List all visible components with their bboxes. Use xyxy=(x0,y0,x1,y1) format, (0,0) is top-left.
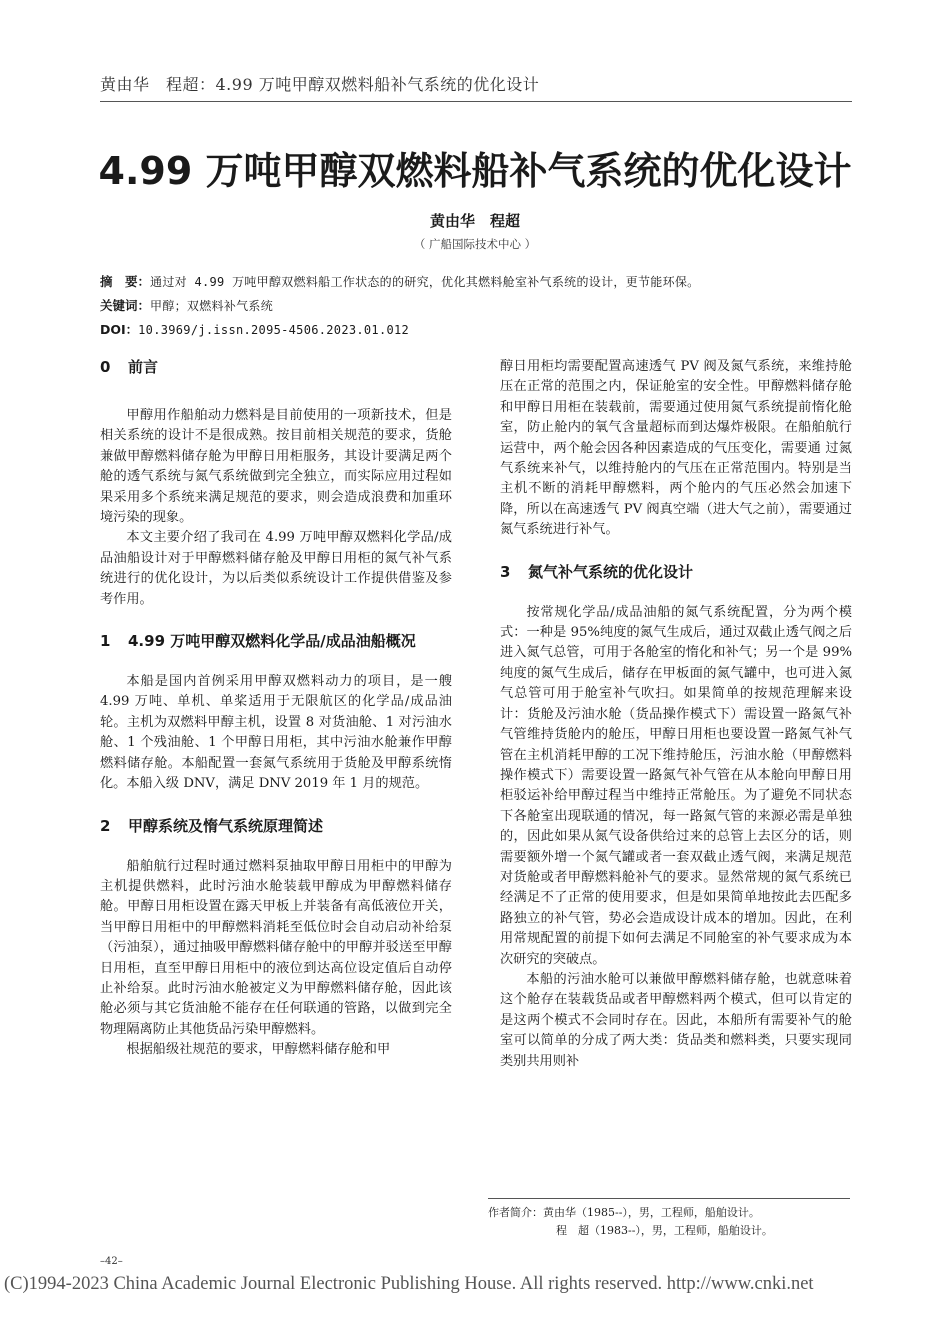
abstract xyxy=(100,272,860,290)
section-number: 3 xyxy=(500,562,511,581)
section-number: 1 xyxy=(100,632,111,651)
author-note-line: 作者简介：黄由华（1985--），男，工程师，船舶设计。 xyxy=(488,1206,760,1219)
authors: 黄由华 程超 xyxy=(429,212,520,230)
left-column xyxy=(100,356,452,1061)
affiliation: （ 广船国际技术中心 ） xyxy=(413,237,537,251)
page-number: –42– xyxy=(100,1256,123,1267)
author-note-line: 程 超（1983--），男，工程师，船舶设计。 xyxy=(556,1224,773,1237)
section-title: 4.99 万吨甲醇双燃料化学品/成品油船概况 xyxy=(128,632,416,651)
section-heading xyxy=(100,630,452,652)
copyright-footer: (C)1994-2023 China Academic Journal Electronic Publishing House. All rights reserved. http://www.cnki.net xyxy=(4,1274,814,1294)
section-heading xyxy=(500,561,852,583)
paragraph: 本船是国内首例采用甲醇双燃料动力的项目，是一艘 4.99 万吨、单机、单桨适用于无限航区的化学品/成品油轮。主机为双燃料甲醇主机，设置 8 对货油舱、1 对污油水舱、1 个残油舱、1 个甲醇日用柜，其中污油水舱兼作甲醇燃料储存舱。本船配置一套氮气系统用于货舱及甲醇系统惰化。本船入级 DNV，满足 DNV 2019 年 1 月的规范。 xyxy=(100,674,452,792)
paragraph: 甲醇用作船舶动力燃料是目前使用的一项新技术，但是相关系统的设计不是很成熟。按目前相关规范的要求，货舱兼做甲醇燃料储存舱为甲醇日用柜服务，其设计要满足两个舱的透气系统与氮气系统做到完全独立，而实际应用过程如果采用多个系统来满足规范的要求，则会造成浪费和加重环境污染的现象。 xyxy=(100,408,452,526)
paragraph: 按常规化学品/成品油船的氮气系统配置，分为两个模式：一种是 95%纯度的氮气生成后，通过双截止透气阀之后进入氮气总管，可用于各舱室的惰化和补气；另一个是 99%纯度的氮气生成后，储存在甲板面的氮气罐中，也可进入氮气总管可用于舱室补气吹扫。如果简单的按规范理解来设计：货舱及污油水舱（货品操作模式下）需设置一路氮气补气管维持货舱内的舱压，甲醇日用柜也要设置一路氮气补气管在主机消耗甲醇的工况下维持舱压，污油水舱（甲醇燃料操作模式下）需要设置一路氮气补气管在从本舱向甲醇日用柜驳运补给甲醇过程当中维持正常舱压。为了避免不同状态下各舱室出现联通的情况，每一路氮气管的来源必需是单独的，因此如果从氮气设备供给过来的总管上去区分的话，则需要额外增一个氮气罐或者一套双截止透气阀，来满足规范对货舱或者甲醇燃料舱补气的要求。显然常规的氮气系统已经满足不了正常的使用要求，但是如果简单地按此去匹配多路独立的补气管，势必会造成设计成本的增加。因此，在利用常规配置的前提下如何去满足不同舱室的补气要求成为本次研究的突破点。 xyxy=(500,604,852,967)
doi-label: DOI： xyxy=(100,322,139,337)
paragraph: 本文主要介绍了我司在 4.99 万吨甲醇双燃料化学品/成品油船设计对于甲醇燃料储存舱及甲醇日用柜的氮气补气系统进行的优化设计，为以后类似系统设计工作提供借鉴及参考作用。 xyxy=(100,530,452,607)
section-heading xyxy=(100,356,452,378)
keywords-text: 甲醇；双燃料补气系统 xyxy=(150,299,274,313)
running-head: 黄由华 程超：4.99 万吨甲醇双燃料船补气系统的优化设计 xyxy=(100,72,852,102)
section-title: 氮气补气系统的优化设计 xyxy=(528,562,694,581)
paragraph: 本船的污油水舱可以兼做甲醇燃料储存舱，也就意味着这个舱存在装载货品或者甲醇燃料两个模式，但可以肯定的是这两个模式不会同时存在。因此，本船所有需要补气的舱室可以简单的分成了两大类：货品类和燃料类，只要实现同类别共用则补 xyxy=(500,971,852,1069)
paragraph: 醇日用柜均需要配置高速透气 PV 阀及氮气系统，来维持舱压在正常的范围之内，保证舱室的安全性。甲醇燃料储存舱和甲醇日用柜在装载前，需要通过使用氮气系统提前惰化舱室，防止舱内的氧气含量超标而到达爆炸极限。在船舶航行运营中，两个舱会因各种因素造成的气压变化，需要通 过氮气系统来补气，以维持舱内的气压在正常范围内。特别是当主机不断的消耗甲醇燃料，两个舱内的气压必然会加速下降，所以在高速透气 PV 阀真空端（进大气之前），需要通过氮气系统进行补气。 xyxy=(500,359,852,538)
page-title: 4.99 万吨甲醇双燃料船补气系统的优化设计 xyxy=(98,149,852,193)
doi-text[interactable]: 10.3969/j.issn.2095-4506.2023.01.012 xyxy=(138,323,410,337)
doi xyxy=(100,320,860,338)
keywords xyxy=(100,296,860,314)
section-title: 甲醇系统及惰气系统原理简述 xyxy=(128,816,324,835)
section-title: 前言 xyxy=(128,358,159,376)
section-heading xyxy=(100,815,452,837)
keywords-label: 关键词： xyxy=(100,298,151,313)
paragraph: 船舶航行过程时通过燃料泵抽取甲醇日用柜中的甲醇为主机提供燃料，此时污油水舱装载甲醇成为甲醇燃料储存舱。甲醇日用柜设置在露天甲板上并装备有高低液位开关，当甲醇日用柜中的甲醇燃料消耗至低位时会自动启动补给泵（污油泵），通过抽吸甲醇燃料储存舱中的甲醇并驳送至甲醇日用柜，直至甲醇日用柜中的液位到达高位设定值后自动停止补给泵。此时污油水舱被定义为甲醇燃料储存舱，因此该舱必须与其它货油舱不能存在任何联通的管路，以做到完全物理隔离防止其他货品污染甲醇燃料。 xyxy=(100,858,452,1037)
section-number: 0 xyxy=(100,358,111,376)
paragraph: 根据船级社规范的要求，甲醇燃料储存舱和甲 xyxy=(126,1042,391,1058)
abstract-text: 通过对 4.99 万吨甲醇双燃料船工作状态的的研究，优化其燃料舱室补气系统的设计，更节能环保。 xyxy=(150,275,700,289)
section-number: 2 xyxy=(100,816,111,835)
abstract-label: 摘 要： xyxy=(100,274,151,289)
right-column xyxy=(500,357,852,1072)
author-note xyxy=(488,1198,850,1240)
